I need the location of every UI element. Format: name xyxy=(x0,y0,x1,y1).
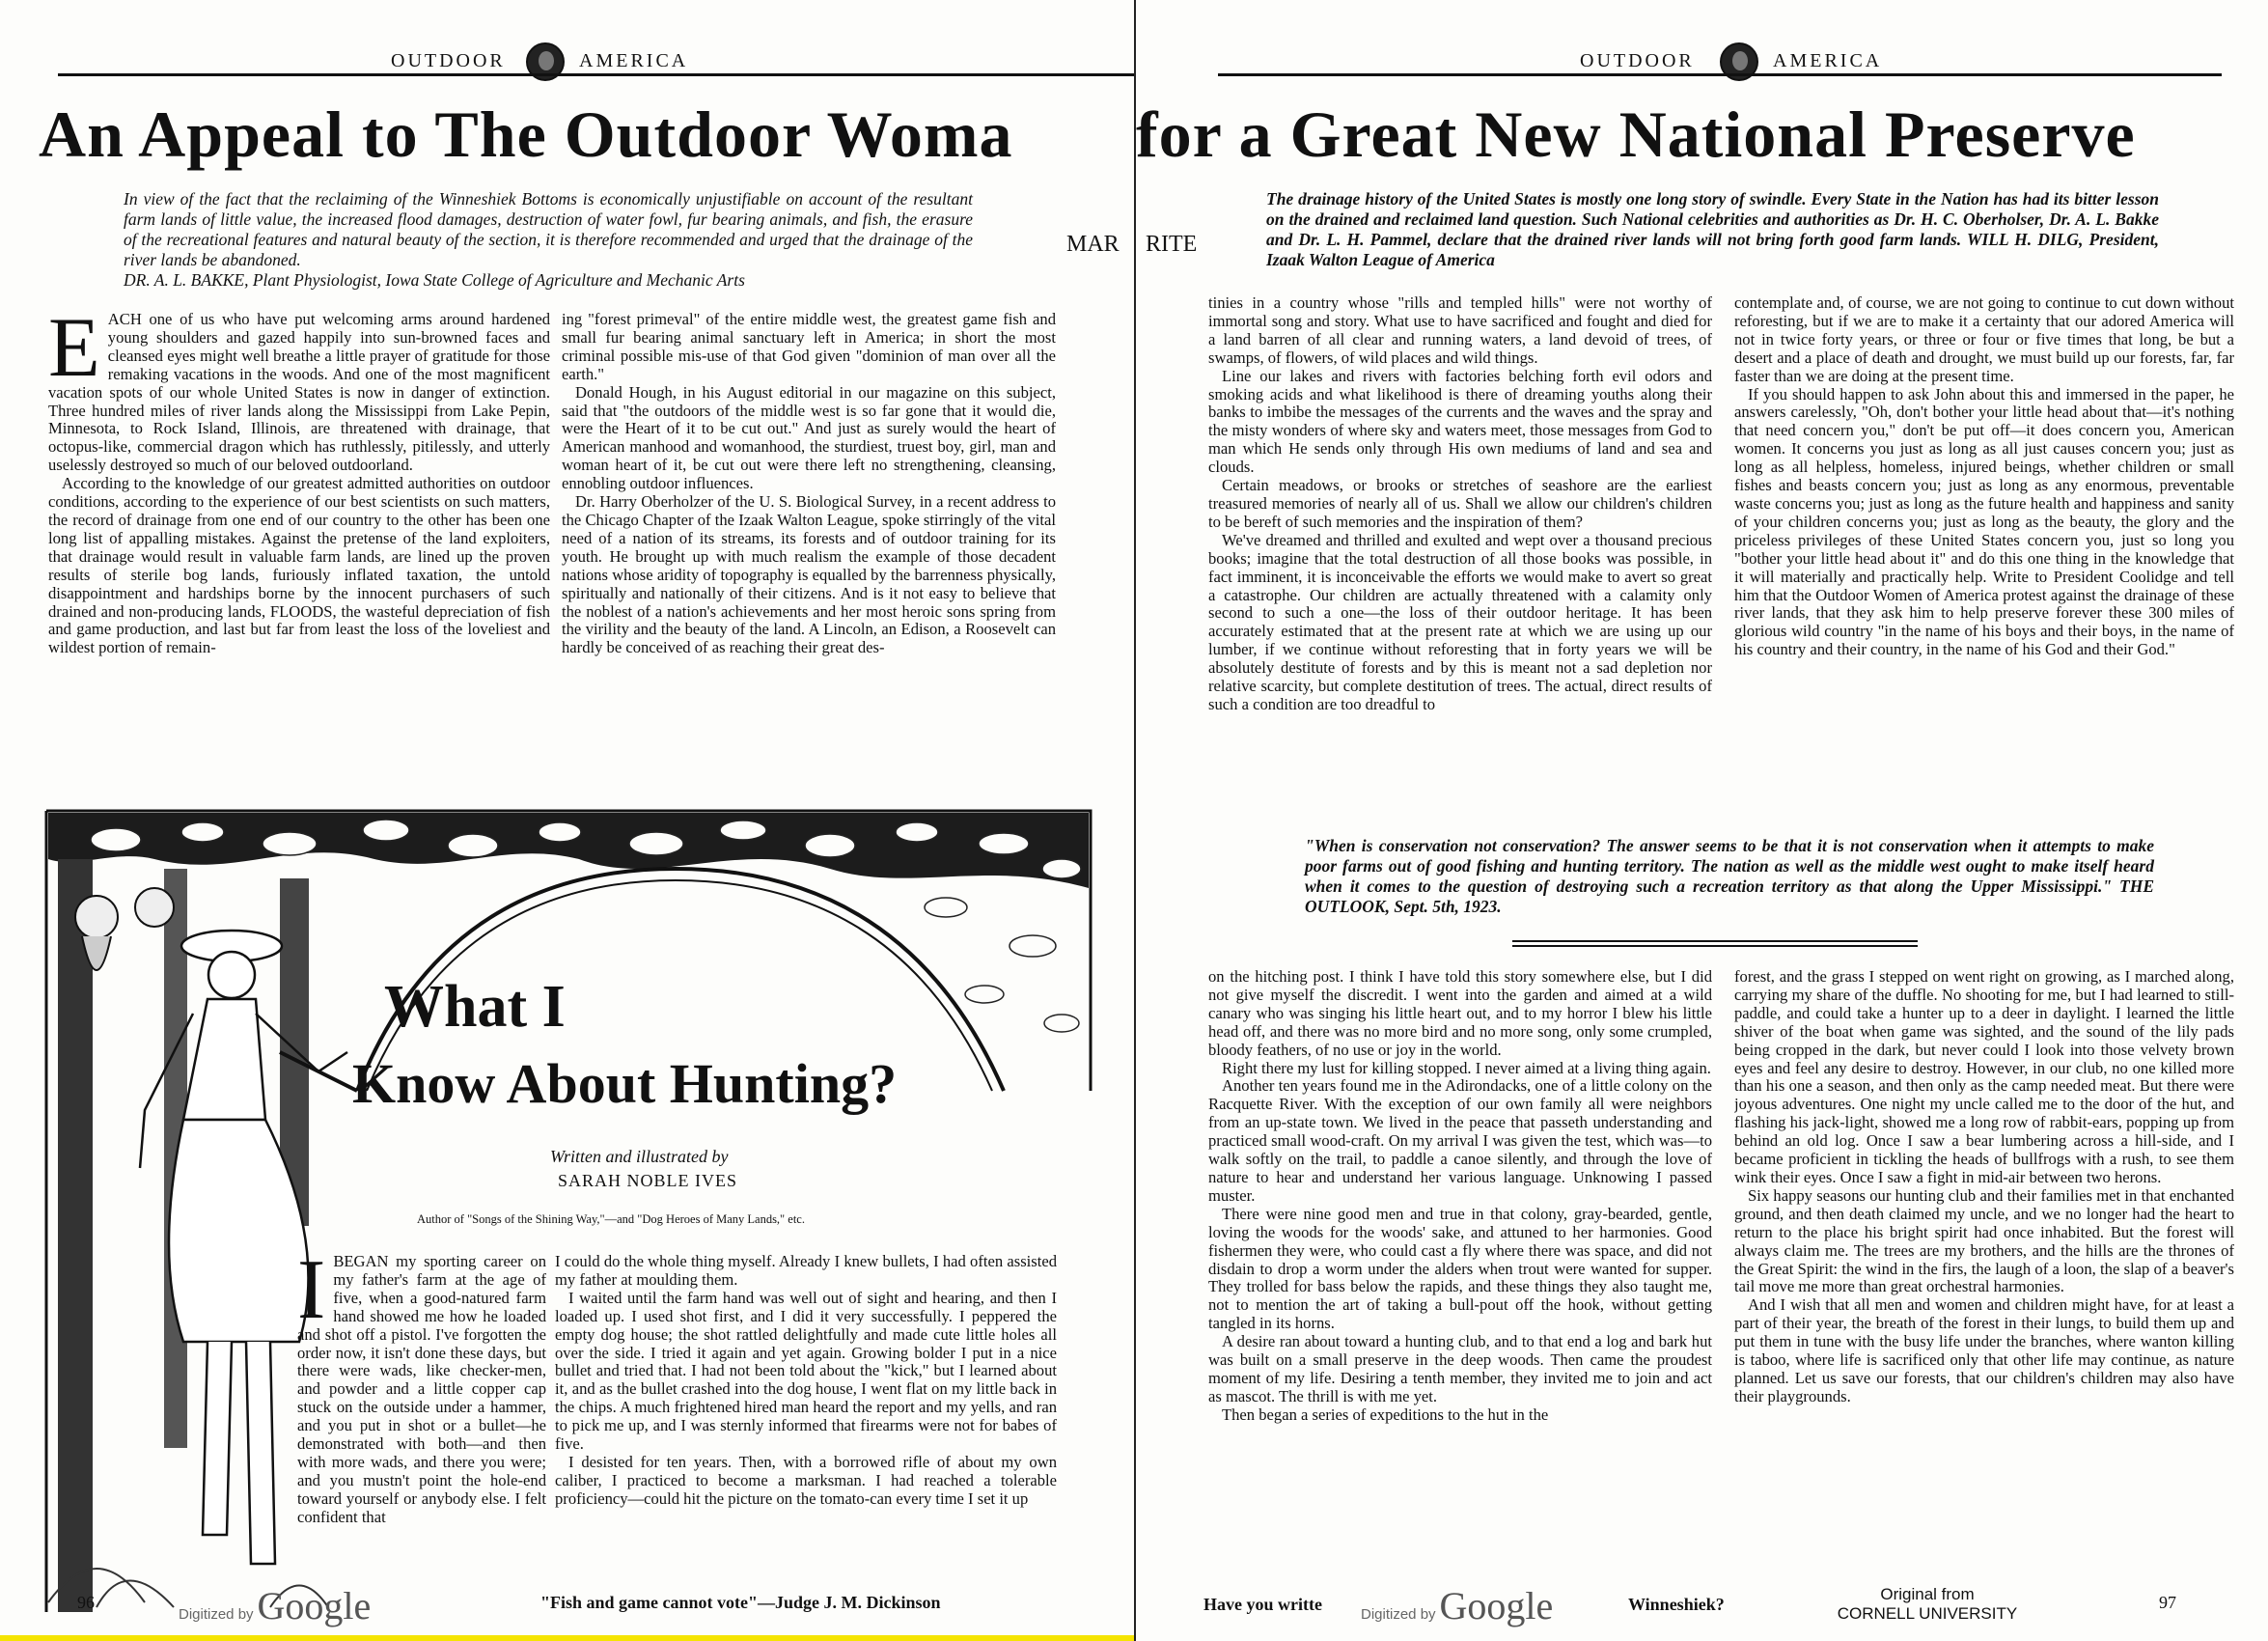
headline-left: An Appeal to The Outdoor Woma xyxy=(39,97,1013,171)
footer-quote-right-b: Winneshiek? xyxy=(1628,1595,1725,1614)
hunting-title-line-1: What I xyxy=(384,974,566,1040)
hunting-c4-p0: forest, and the grass I stepped on went right on growing, as I marched along, carrying my share of the duffle. No shooting for me, but I had learned to still-paddle, and could take a hunter up to a deer in daylight. I learned the little shiver of the boat when game was sighted, and the sound of the lily pads being cropped in the dark, but never could I look into those velvety brown eyes and feel any desire to destroy. However, in our club, no one killed more than his one a season, and then only as the camp needed meat. But there were joyous adventures. One night my uncle called me to the door of the hut, and flashing his jack-light, showed me a long row of rabbit-ears, popping up from behind an old log. Once I saw a bear lumbering across a hill-side, and I became proficient in tickling the heads of bullfrogs with a rush, to see them wink their eyes. Once I saw a fight in mid-air between two herons. xyxy=(1734,968,2234,1186)
hunting-author: SARAH NOBLE IVES xyxy=(558,1171,738,1190)
google-logo-left: Google xyxy=(257,1584,372,1627)
appeal-c1-p1: According to the knowledge of our greatest admitted authorities on outdoor conditions, according to the experience of our best scientists on such matters, the record of drainage from one end of our country to the other has been one long list of appalling mistakes. Against the pretense of the land exploiters, that drainage would result in valuable farm lands, are lined up the proven results of sterile bog lands, furiously inflated taxation, the untold disappointment and hardships borne by the innocent purchasers of such drained and non-producing lands, FLOODS, the wasteful depreciation of fish and game production, and last but far from least the loss of the loveliest and wildest portion of remain- xyxy=(48,474,550,657)
hunting-c3-p1: Right there my lust for killing stopped. I never aimed at a living thing again. xyxy=(1222,1058,1711,1077)
hunting-c1-p0: BEGAN my sporting career on my father's farm at the age of five, when a good-natured farm hand showed me how he loaded and shot off a pistol. I've forgotten the order now, it isn't done these days, but there were wads, like checker-men, and powder and a little copper cap stuck on the outside under a hammer, and you put in shot or a bullet—he demonstrated with both—and then with more wads, and there you were; and you mustn't point the hole-end toward yourself or anybody else. I felt confident that xyxy=(297,1253,546,1526)
hunting-c4-p2: And I wish that all men and women and children might have, for at least a part of their year, the breath of the forest in their lungs, to build them up and put them in tune with the busy life under the branches, where wanton killing is taboo, where life is sacrificed only that other life may continue, as nature planned. Let us save our forests, that our children's children may also have their playgrounds. xyxy=(1734,1295,2234,1405)
gutter-byline-b: RITE xyxy=(1146,232,1198,257)
original-from-label: Original from xyxy=(1880,1585,1975,1603)
appeal-column-3 xyxy=(1208,294,1712,827)
hunting-c3-p0: on the hitching post. I think I have told this story somewhere else, but I did not give myself the discredit. I went into the garden and aimed at a wild canary who was singing his little heart out, and to my horror I blew his little head off, and there was no more bird and no more song, only some crumpled, bloody feathers, of no use or joy in the world. xyxy=(1208,968,1712,1059)
appeal-c3-p2: Certain meadows, or brooks or stretches of seashore are the earliest treasured memories of nearly all of us. Shall we allow our children's children to be bereft of such memories and the inspiration of them? xyxy=(1208,476,1712,531)
appeal-c3-p0: tinies in a country whose "rills and templed hills" were not worthy of immortal song and story. What use to have sacrificed and fought and died for a land barren of all clear and running waters, a land devoid of trees, of swamps, of flowers, of wild places and wild things. xyxy=(1208,294,1712,367)
header-right-america: AMERICA xyxy=(1773,50,1883,71)
right-header-rule xyxy=(1218,73,2222,76)
original-from-badge xyxy=(1812,1585,2043,1624)
hunting-column-3 xyxy=(1208,968,1712,1586)
left-header-rule xyxy=(58,73,1134,76)
appeal-column-1 xyxy=(48,311,550,776)
appeal-column-4 xyxy=(1734,294,2234,827)
appeal-c2-p1: Donald Hough, in his August editorial in our magazine on this subject, said that "the outdoors of the middle west is so far gone that it would die, were the Heart of it to be cut out." And just as surely would the heart of American manhood and womanhood, the sturdiest, truest boy, girl, man and woman heart of it, be cut out were there left no strengthening, cleansing, ennobling outdoor influences. xyxy=(562,382,1056,493)
left-bottom-band xyxy=(0,1635,1134,1641)
hunting-credit: Written and illustrated by xyxy=(550,1147,729,1166)
header-right-outdoor: OUTDOOR xyxy=(1580,50,1695,71)
cornell-university-label: CORNELL UNIVERSITY xyxy=(1837,1604,2018,1623)
hunting-c3-p5: Then began a series of expeditions to the hut in the xyxy=(1222,1405,1549,1424)
pull-quote-rule-top xyxy=(1512,940,1918,942)
hunting-column-2 xyxy=(555,1253,1057,1586)
google-badge-left xyxy=(179,1583,371,1628)
google-logo-right: Google xyxy=(1439,1584,1554,1627)
appeal-c2-p2: Dr. Harry Oberholzer of the U. S. Biological Survey, in a recent address to the Chicago Chapter of the Izaak Walton League, spoke stirringly of the vital need of a nation of its streams, its forests and of outdoor training for its youth. He brought up with much realism the example of those decadent nations whose aridity of topography is equalled by the barrenness physically, spiritually and nationally of their citizens. And is it not easy to believe that the noblest of a nation's achievements and her most heroic sons spring from the virility and the beauty of the land. A Lincoln, an Edison, a Roosevelt can hardly be conceived of as reaching their great des- xyxy=(562,492,1056,657)
header-left-america: AMERICA xyxy=(579,50,689,71)
appeal-c4-p0: contemplate and, of course, we are not going to continue to cut down without reforesting, but if we are to make it a certainty that our adored America will not in twice forty years, or three or four or five times that long, be but a desert and a place of death and drought, we must build up our forests, far, far faster than we are doing at the present time. xyxy=(1734,294,2234,385)
appeal-c3-p1: Line our lakes and rivers with factories belching forth evil odors and smoking acids and what likelihood is there of dreaming youths along their banks to imbibe the messages of the currents and the waves and the spray and the misty wonders of where sky and waters meet, those messages from God to man which He sends only through His own mediums of land and sea and clouds. xyxy=(1208,366,1712,477)
headline-right: for a Great New National Preserve xyxy=(1136,97,2136,171)
hunting-c2-p2: I desisted for ten years. Then, with a borrowed rifle of about my own caliber, I practiced to become a marksman. I had reached a tolerable proficiency—could hit the picture on the tomato-can every time I set it up xyxy=(555,1452,1057,1508)
hunting-dropcap: I xyxy=(297,1253,326,1337)
hunting-c4-p1: Six happy seasons our hunting club and their families met in that enchanted ground, and then death claimed my uncle, and we no longer had the heart to return to the place his bright spirit had once inhabited. But the forest will always claim me. The trees are my brothers, and the hills are the thrones of the Great Spirit: the wind in the firs, the laugh of a loon, the slap of a beaver's tail move me more than great orchestral harmonies. xyxy=(1734,1185,2234,1296)
appeal-column-2 xyxy=(562,311,1056,776)
appeal-c1-p0: ACH one of us who have put welcoming arms around hardened young shoulders and gazed happily into sun-browned faces and cleansed eyes might well breathe a little prayer of gratitude for those remaking vacations in the woods. And one of the most magnificent vacation spots of our whole United States is now in danger of extinction. Three hundred miles of river lands along the Mississippi from Lake Pepin, Minnesota, to Rock Island, Illinois, are threatened with drainage, that octopus-like, commercial dragon which has ruthlessly, pitilessly, and utterly uselessly destroyed so much of our beloved outdoorland. xyxy=(48,311,550,475)
intro-left-signature: DR. A. L. BAKKE, Plant Physiologist, Iowa State College of Agriculture and Mechanic Arts xyxy=(124,270,745,290)
page-number-left: 96 xyxy=(77,1593,95,1612)
right-page xyxy=(1066,0,2268,1641)
pull-quote-text: "When is conservation not conservation? The answer seems to be that it is not conservation when it attempts to make poor farms out of good fishing and hunting territory. The nation as well as the middle west ought to make itself heard when it comes to the question of destroying such a recreation territory as that along the Upper Mississippi." xyxy=(1305,836,2154,896)
footer-quote-left: "Fish and game cannot vote"—Judge J. M. Dickinson xyxy=(540,1593,941,1612)
hunting-c3-p2: Another ten years found me in the Adirondacks, one of a little colony on the Racquette River. With the exception of our own family all were neighbors from an up-state town. We lived in the peace that passeth understanding and practiced small wood-craft. On my arrival I was given the test, which was—to walk softly on the trail, to paddle a canoe silently, and through the love of nature to hear and understand her various language. Unknowing I passed muster. xyxy=(1208,1076,1712,1205)
header-left-outdoor: OUTDOOR xyxy=(391,50,506,71)
hunting-c2-p0: I could do the whole thing myself. Already I knew bullets, I had often assisted my father at moulding them. xyxy=(555,1253,1057,1289)
page-number-right: 97 xyxy=(2159,1593,2176,1612)
hunting-title-line-2: Know About Hunting? xyxy=(352,1052,898,1115)
intro-right xyxy=(1266,189,2159,270)
intro-right-text: The drainage history of the United States is mostly one long story of swindle. Every State in the Nation has had its bitter lesson on the drained and reclaimed land question. Such National celebrities and authorities as Dr. H. C. Oberholser, Dr. A. L. Bakke and Dr. L. H. Pammel, declare that the drained river lands will not bring forth good farm lands. xyxy=(1266,189,2159,249)
appeal-dropcap: E xyxy=(48,311,100,395)
hunting-c3-p4: A desire ran about toward a hunting club, and to that end a log and bark hut was built on a small preserve in the deep woods. Then came the proudest moment of my life. Desiring a tenth member, they invited me to join and act as mascot. The thrill is with me yet. xyxy=(1208,1332,1712,1405)
appeal-c3-p3: We've dreamed and thrilled and exulted and wept over a thousand precious books; imagine that the total destruction of all those books was possible, in fact imminent, it is inconceivable the efforts we would make to avert so great a catastrophe. Our children are actually threatened with a calamity only second to such a one—the loss of their outdoor heritage. It has been accurately estimated that at the present rate at which we are using up our lumber, if we continue without reforesting that in forty years we will be absolutely destitute of forests and by this is meant not a sad depletion nor relative scarcity, but complete destitution of trees. The actual, direct results of such a condition are too dreadful to xyxy=(1208,530,1712,713)
hunting-author-note: Author of "Songs of the Shining Way,"—and "Dog Heroes of Many Lands," etc. xyxy=(417,1212,805,1226)
pull-quote-source: THE OUTLOOK, Sept. 5th, 1923. xyxy=(1305,876,2154,916)
appeal-c4-p1: If you should happen to ask John about this and immersed in the paper, he answers carelessly, "Oh, don't bother your little head about that—it's nothing that need concern you," don't be put off—it does concern you, American women. It concerns you just as long as all just causes concern you; just as long as all helpless, homeless, injured beings, whether children or small fishes and beasts concern you; just as long as any enormous, preventable waste concerns you; just as long as the future health and happiness and sanity of your children concerns you; just as long as the beauty, the glory and the priceless privileges of these United States concern you, just so long you "bother your little head about it" and do this one thing in the knowledge that it will materially and practically help. Write to President Coolidge and tell him that the Outdoor Women of America protest against the drainage of these river lands, that they ask him to help preserve forever these 300 miles of glorious wild country "in the name of his boys and their boys, in the name of his country and their country, in the name of his God and their God." xyxy=(1734,384,2234,659)
appeal-c2-p0: ing "forest primeval" of the entire middle west, the greatest game fish and small fur bearing animal sanctuary left in America; in short the most criminal possible mis-use of that God given "dominion of man over all the earth." xyxy=(562,311,1056,383)
hunting-c2-p1: I waited until the farm hand was well out of sight and hearing, and then I loaded up. I used shot first, and I did it very successfully. I peppered the empty dog house; the shot rattled delightfully and made cute little holes all over the side. I tried it again and yet again. Growing bolder I put in a nice bullet and tried that. I had not been told about the "kick," but I learned about it, and as the bullet crashed into the dog house, I went flat on my little back in the chips. A much frightened hired man heard the report and my yells, and ran to pick me up, and I was sternly informed that firearms were not for babes of five. xyxy=(555,1288,1057,1454)
digitized-label-left: Digitized by xyxy=(179,1606,254,1623)
intro-left-text: In view of the fact that the reclaiming of the Winneshiek Bottoms is economically unjustifiable on account of the resultant farm lands of little value, the increased flood damages, destruction of water fowl, fur bearing animals, and fish, the erasure of the recreational features and natural beauty of the section, it is therefore recommended and urged that the drainage of the river lands be abandoned. xyxy=(124,189,973,269)
hunting-column-4 xyxy=(1734,968,2234,1586)
intro-left xyxy=(124,189,973,291)
pull-quote-rule-bottom xyxy=(1512,945,1918,947)
digitized-label-right: Digitized by xyxy=(1361,1606,1436,1623)
gutter-byline-a: MAR xyxy=(1066,232,1120,257)
hunting-column-1 xyxy=(297,1253,546,1586)
google-badge-right xyxy=(1361,1583,1553,1628)
intro-right-signature: WILL H. DILG, President, Izaak Walton League of America xyxy=(1266,230,2159,269)
pull-quote xyxy=(1305,836,2154,917)
hunting-c3-p3: There were nine good men and true in that colony, gray-bearded, gentle, loving the woods for the woods' sake, and attuned to her harmonies. Good fishermen they were, who could cast a fly where there was space, and did not disdain to drop a worm under the alders when trout were wanted for supper. They trolled for bass below the rapids, and these things they also taught me, not to mention the art of taking a bull-pout off the hook, without getting tangled in its horns. xyxy=(1208,1204,1712,1333)
footer-quote-right-a: Have you writte xyxy=(1203,1595,1322,1614)
